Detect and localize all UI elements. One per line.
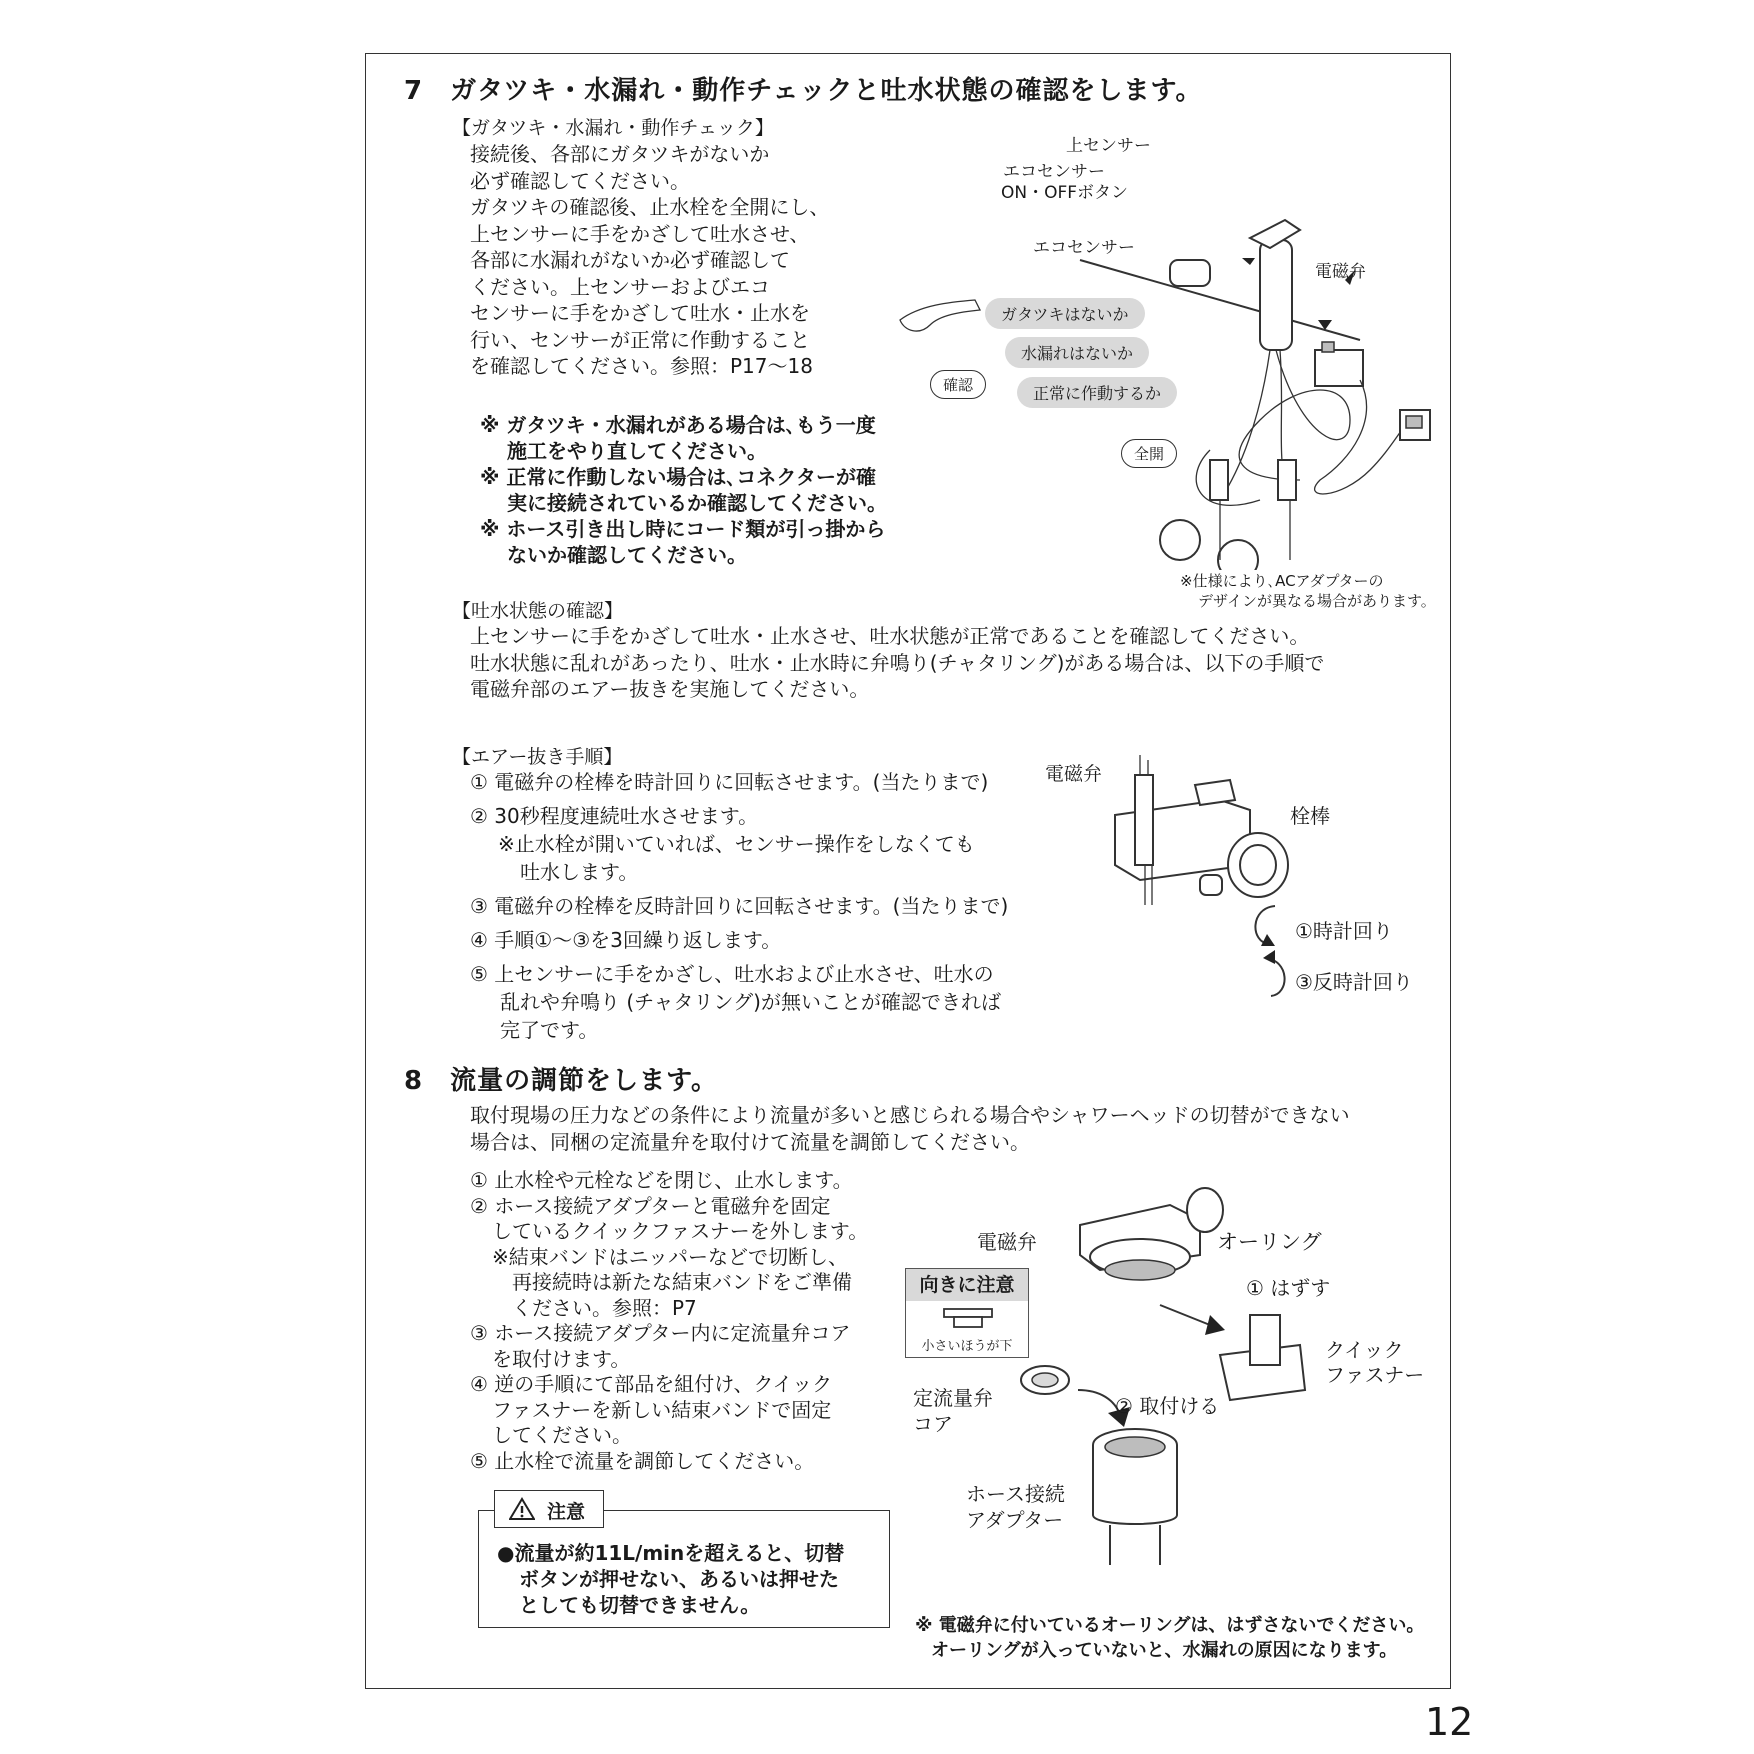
s8-label-valve: 電磁弁 <box>977 1230 1037 1254</box>
label-eco-button-1: エコセンサー <box>1003 162 1105 182</box>
s8-label-adapter-1: ホース接続 <box>966 1482 1065 1506</box>
fig1-footnote-1: ※仕様により､ACアダプターの <box>1180 572 1384 590</box>
check-notes: ※ ガタツキ・水漏れがある場合は､もう一度 施工をやり直してください。 ※ 正常に作動しない場合は､コネクターが確 実に接続されているか確認してください。 ※ ホース引き出し時にコード類が引っ掛から ないか確認してください。 <box>480 413 887 567</box>
air-label-valve: 電磁弁 <box>1045 763 1103 785</box>
badge-zenkai: 全開 <box>1121 439 1177 468</box>
caution-tab <box>494 1490 604 1528</box>
label-eco-button-2: ON・OFFボタン <box>1001 183 1129 203</box>
orientation-title: 向きに注意 <box>906 1269 1028 1301</box>
pill-leak: 水漏れはないか <box>1005 337 1149 368</box>
section8-heading: 8 流量の調節をします。 <box>404 1066 719 1096</box>
air-subheading: 【エアー抜き手順】 <box>452 746 623 768</box>
s8-label-attach: ② 取付ける <box>1115 1394 1220 1418</box>
page-number: 12 <box>1425 1700 1474 1744</box>
s8-label-core-2: コア <box>913 1412 953 1436</box>
air-label-stem: 栓棒 <box>1290 804 1330 828</box>
pill-operation: 正常に作動するか <box>1017 377 1177 408</box>
orientation-note: 小さいほうが下 <box>921 1339 1013 1354</box>
air-label-cw: ①時計回り <box>1295 919 1393 943</box>
core-orientation-icon <box>942 1307 994 1331</box>
s8-label-core-1: 定流量弁 <box>913 1386 993 1410</box>
label-valve: 電磁弁 <box>1315 262 1366 282</box>
section8-steps: ① 止水栓や元栓などを閉じ、止水します。 ② ホース接続アダプターと電磁弁を固定 しているクイックファスナーを外します。 ※結束バンドはニッパーなどで切断し、 再接続時は新たな結束バンドをご準備 ください。参照：P7 ③ ホース接続アダプター内に定流量弁コア を取付けます。 ④ 逆の手順にて部品を組付け、クイック ファスナーを新しい結束バンドで固定 してください。 ⑤ 止水栓で流量を調節してください。 <box>470 1168 869 1473</box>
label-eco-sensor: エコセンサー <box>1033 238 1135 258</box>
badge-kakunin: 確認 <box>930 370 986 399</box>
air-steps: ① 電磁弁の栓棒を時計回りに回転させます。(当たりまで) ② 30秒程度連続吐水させます。 ※止水栓が開いていれば、センサー操作をしなくても 吐水します。 ③ 電磁弁の栓棒を反時計回りに回転させます。(当たりまで) ④ 手順①～③を3回繰り返します。 ⑤ 上センサーに手をかざし、吐水および止水させ、吐水の 乱れや弁鳴り (チャタリング)が無いことが確認できれば 完了です。 <box>470 770 1009 1042</box>
pill-rattle: ガタツキはないか <box>985 298 1145 329</box>
fig1-footnote-2: デザインが異なる場合があります。 <box>1198 592 1436 610</box>
rotation-icons <box>1245 900 1295 1000</box>
s8-footer-notes: ※ 電磁弁に付いているオーリングは、はずさないでください。 オーリングが入っていないと、水漏れの原因になります。 <box>915 1615 1425 1661</box>
s8-label-adapter-2: アダプター <box>966 1508 1064 1532</box>
section7-heading: 7 ガタツキ・水漏れ・動作チェックと吐水状態の確認をします。 <box>404 76 1203 106</box>
check-text: 接続後、各部にガタツキがないか 必ず確認してください。 ガタツキの確認後、止水栓を全開にし、 上センサーに手をかざして吐水させ、 各部に水漏れがないか必ず確認して ください。上センサーおよびエコ センサーに手をかざして吐水・止水を 行い、センサーが正常に作動すること を確認してください。参照：P17～18 <box>470 142 830 378</box>
solenoid-valve-illustration <box>1100 755 1300 915</box>
s8-label-oring: オーリング <box>1217 1230 1322 1254</box>
air-label-ccw: ③反時計回り <box>1295 970 1413 994</box>
section8-intro: 取付現場の圧力などの条件により流量が多いと感じられる場合やシャワーヘッドの切替ができない 場合は、同梱の定流量弁を取付けて流量を調節してください。 <box>470 1103 1350 1154</box>
discharge-text: 上センサーに手をかざして吐水・止水させ、吐水状態が正常であることを確認してください。 吐水状態に乱れがあったり、吐水・止水時に弁鳴り(チャタリング)がある場合は、以下の手順で 電磁弁部のエアー抜きを実施してください。 <box>470 624 1325 701</box>
check-subheading: 【ガタツキ・水漏れ・動作チェック】 <box>452 117 774 139</box>
s8-label-remove: ① はずす <box>1246 1276 1331 1300</box>
s8-label-fastener-1: クイック <box>1325 1338 1404 1362</box>
caution-text: ●流量が約11L/minを超えると、切替 ボタンが押せない、あるいは押せた としても切替できません。 <box>497 1541 845 1617</box>
caution-title: 注意 <box>547 1501 586 1523</box>
core-part <box>1015 1362 1075 1402</box>
warning-icon <box>509 1497 535 1521</box>
s8-label-fastener-2: ファスナー <box>1325 1363 1425 1387</box>
label-upper-sensor: 上センサー <box>1066 136 1151 156</box>
discharge-subheading: 【吐水状態の確認】 <box>452 600 624 622</box>
orientation-box <box>905 1268 1029 1358</box>
faucet-check-illustration <box>880 120 1450 570</box>
